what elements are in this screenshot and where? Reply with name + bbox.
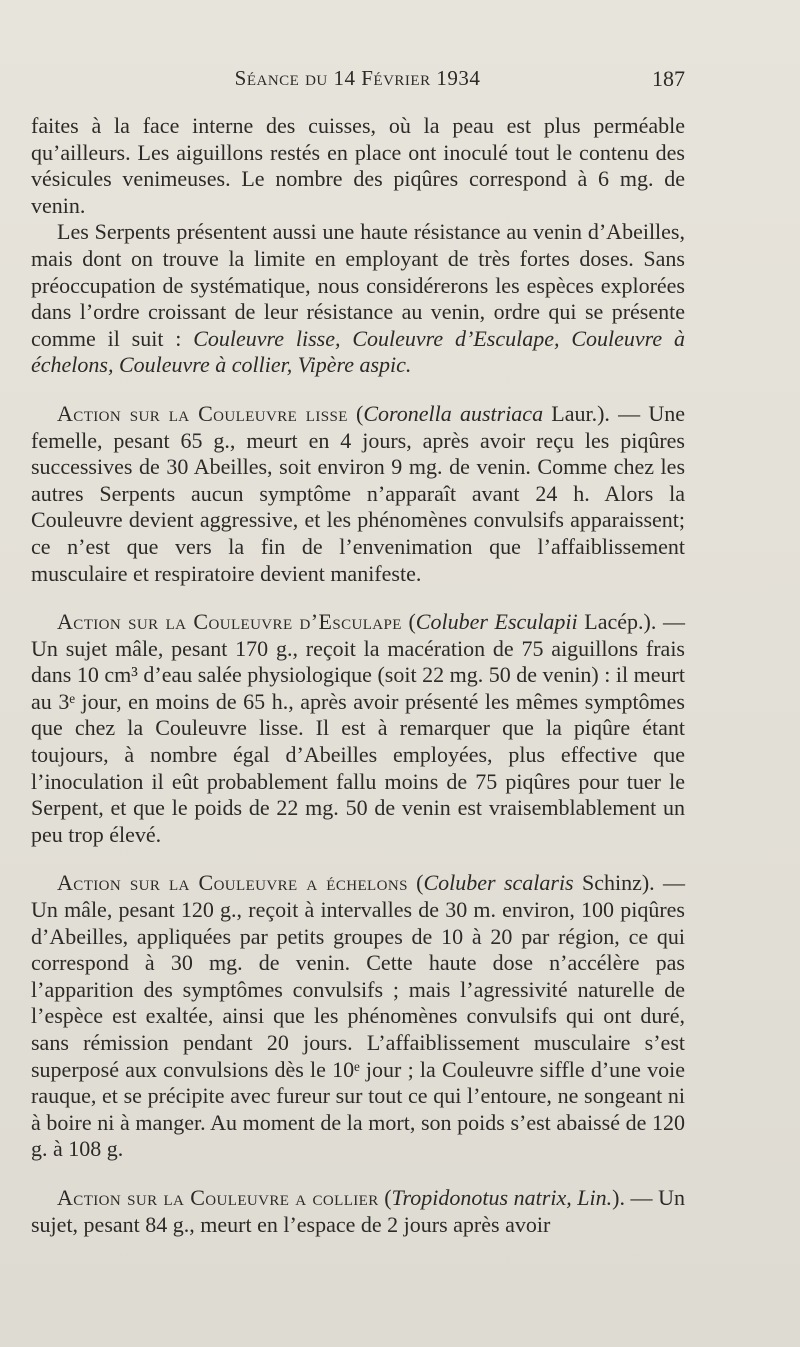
species-name: Tropidonotus natrix, Lin. (391, 1184, 613, 1210)
body-text (31, 113, 685, 1238)
species-author: Schinz). (573, 870, 655, 896)
paren: ( (407, 870, 424, 896)
species-list: Couleuvre lisse, Couleuvre d’Esculape, Couleuvre à échelons, Couleuvre à collier, Vipère aspic. (31, 325, 685, 378)
section-heading: Action sur la Couleuvre a collier (57, 1184, 379, 1210)
running-header (30, 66, 685, 96)
section-body: — Une femelle, pesant 65 g., meurt en 4 jours, après avoir reçu les piqûres successives de 30 Abeilles, soit environ 9 mg. de venin. Comme chez les autres Serpents aucun symptôme n’apparaît avant 24 h. Alors la Couleuvre devient aggressive, et les phénomènes convulsifs apparaissent; ce n’est que vers la fin de l’envenimation que l’affaiblissement musculaire et respiratoire devient manifeste. (31, 400, 685, 586)
section-heading: Action sur la Couleuvre a échelons (57, 870, 408, 896)
paren: ( (347, 400, 364, 426)
page-number: 187 (652, 66, 685, 91)
species-name: Coronella austriaca (363, 400, 544, 426)
species-author: Lacép.). (577, 609, 657, 635)
section-couleuvre-esculape (31, 609, 685, 848)
section-body: — Un sujet mâle, pesant 170 g., reçoit la macération de 75 aiguillons frais dans 10 cm³ d’eau salée physiologique (soit 22 mg. 50 de venin) : il meurt au 3ᵉ jour, en moins de 65 h., après avoir présenté les mêmes symptômes que chez la Couleuvre lisse. Il est à remarquer que la piqûre étant toujours, à nombre égal d’Abeilles employées, plus effective que l’inoculation il eût probablement fallu moins de 75 piqûres pour tuer le Serpent, et que le poids de 22 mg. 50 de venin est vraisemblablement un peu trop élevé. (31, 609, 685, 847)
species-author: Laur.). (543, 400, 610, 426)
paragraph-serpents (31, 219, 685, 379)
species-name: Coluber scalaris (423, 870, 574, 896)
section-couleuvre-lisse (31, 401, 685, 587)
section-couleuvre-collier (31, 1185, 685, 1238)
section-heading: Action sur la Couleuvre lisse (57, 400, 348, 426)
section-body: — Un sujet, pesant 84 g., meurt en l’espace de 2 jours après avoir (31, 1184, 686, 1237)
section-couleuvre-echelons (31, 870, 685, 1163)
paragraph-continuation (31, 113, 685, 219)
species-name: Coluber Esculapii (415, 609, 578, 635)
section-body: — Un mâle, pesant 120 g., reçoit à intervalles de 30 m. environ, 100 piqûres d’Abeilles, appliquées par petits groupes de 10 à 20 par région, ce qui correspond à 30 mg. de venin. Cette haute dose n’accélère pas l’apparition des symptômes convulsifs ; mais l’agressivité naturelle de l’espèce est exaltée, ainsi que les phénomènes convulsifs qui ont duré, sans rémission pendant 20 jours. L’affaiblissement musculaire s’est superposé aux convulsions dès le 10ᵉ jour ; la Couleuvre siffle d’une voie rauque, et se précipite avec fureur sur tout ce qui l’entoure, ne songeant ni à boire ni à manger. Au moment de la mort, son poids s’est abaissé de 120 g. à 108 g. (31, 870, 686, 1162)
paragraph-text: Les Serpents présentent aussi une haute résistance au venin d’Abeilles, mais dont on trouve la limite en employant de très fortes doses. Sans préoccupation de systématique, nous considérerons les espèces explorées dans l’ordre croissant de leur résistance au venin, ordre qui se présente comme il suit : (31, 219, 685, 351)
section-heading: Action sur la Couleuvre d’Esculape (57, 609, 402, 635)
running-title: Séance du 14 Février 1934 (234, 66, 481, 90)
paragraph-text: faites à la face interne des cuisses, où la peau est plus perméable qu’ailleurs. Les aiguillons restés en place ont inoculé tout le contenu des vésicules venimeuses. Le nombre des piqûres correspond à 6 mg. de venin. (31, 113, 685, 218)
paren: ( (378, 1184, 392, 1210)
paren: ( (401, 609, 416, 635)
species-author: ). (612, 1184, 625, 1210)
